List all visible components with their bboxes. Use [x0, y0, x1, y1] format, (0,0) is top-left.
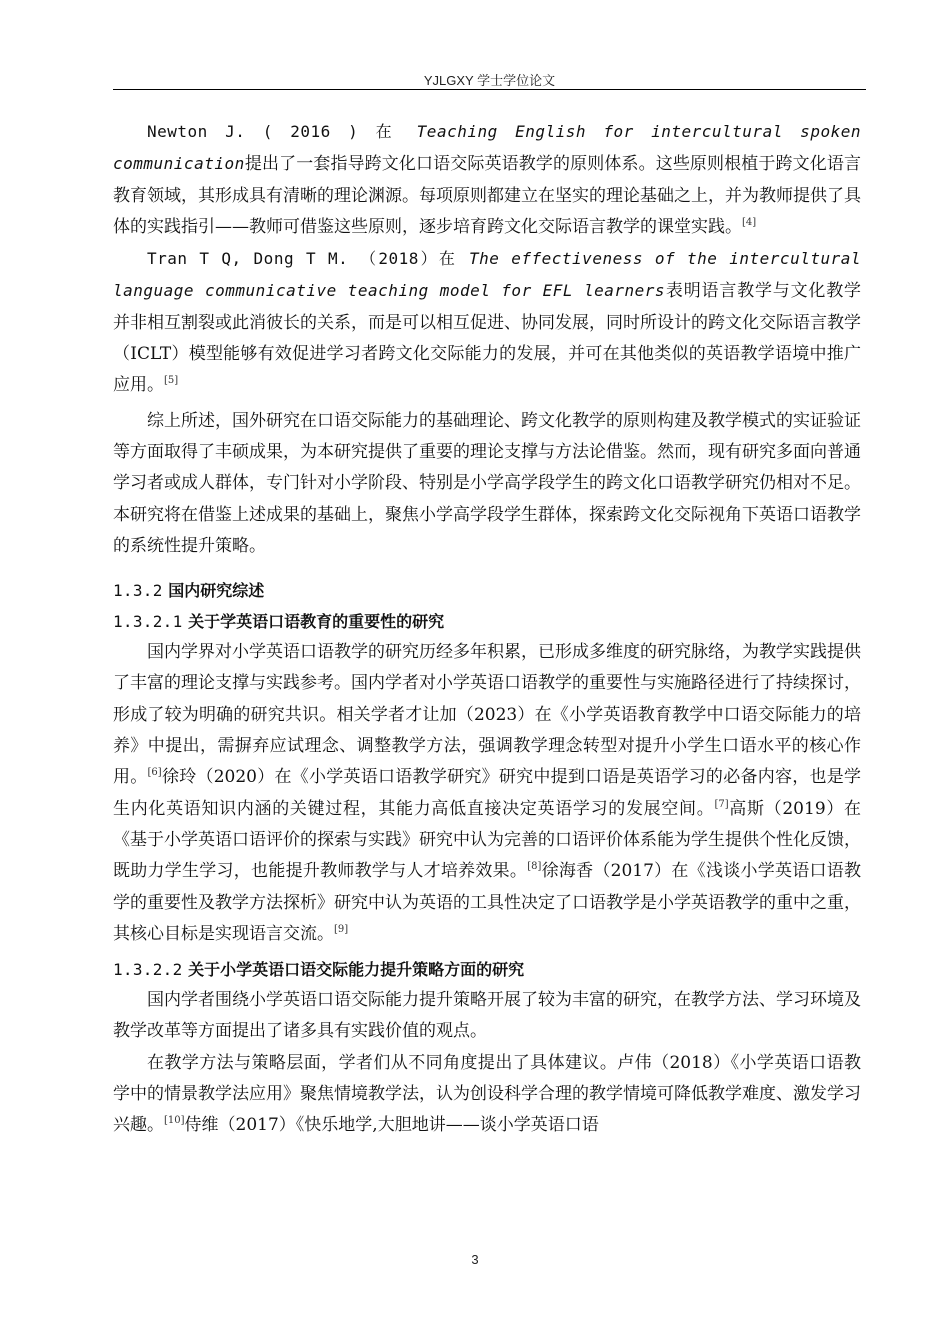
reference-marker: [5]	[164, 375, 179, 387]
paragraph-text: 高斯（2019）在《基于小学英语口语评价的探索与实践》研究中认为完善的口语评价体系能为学生提供个性化反馈，既助力学生学习，也能提升教师教学与人才培养效果。	[113, 798, 862, 882]
paragraph-text: 在教学方法与策略层面，学者们从不同角度提出了具体建议。卢伟（2018）《小学英语口语教学中的情景教学法应用》聚焦情境教学法，认为创设科学合理的教学情境可降低教学难度、激发学习兴趣。	[113, 1052, 861, 1136]
section-title: 关于学英语口语教育的重要性的研究	[188, 612, 445, 632]
cited-work-title: The effectiveness of the intercultural language communicative teaching model for EFL learners	[113, 249, 861, 301]
section-title: 关于小学英语口语交际能力提升策略方面的研究	[188, 960, 525, 980]
section-heading-1-3-2	[113, 575, 861, 606]
reference-marker: [9]	[334, 923, 349, 935]
section-number: 1.3.2	[113, 581, 163, 601]
paragraph-strategy-intro: 国内学者围绕小学英语口语交际能力提升策略开展了较为丰富的研究，在教学方法、学习环境及教学改革等方面提出了诸多具有实践价值的观点。	[113, 990, 861, 1042]
paragraph-text: 侍维（2017）《快乐地学,大胆地讲——谈小学英语口语	[184, 1115, 599, 1136]
paragraph-newton	[113, 116, 861, 243]
header-divider	[113, 89, 866, 90]
section-number: 1.3.2.2	[113, 960, 183, 980]
reference-marker: [6]	[147, 767, 162, 779]
reference-marker: [4]	[742, 216, 757, 228]
section-title: 国内研究综述	[168, 581, 265, 601]
citation-author: Tran T Q, Dong T M. （2018）在	[147, 249, 469, 269]
citation-author: Newton J. ( 2016 ) 在	[147, 122, 417, 141]
reference-marker: [7]	[714, 798, 729, 810]
paragraph-text: 提出了一套指导跨文化口语交际英语教学的原则体系。这些原则根植于跨文化语言教育领域，其形成具有清晰的理论渊源。每项原则都建立在坚实的理论基础之上，并为教师提供了具体的实践指引——教师可借鉴这些原则，逐步培育跨文化交际语言教学的课堂实践。	[113, 154, 861, 237]
reference-marker: [8]	[527, 861, 542, 873]
running-header: YJLGXY 学士学位论文	[423, 73, 556, 88]
paragraph-text: 表明语言教学与文化教学并非相互割裂或此消彼长的关系，而是可以相互促进、协同发展，同时所设计的跨文化交际语言教学（ICLT）模型能够有效促进学习者跨文化交际能力的发展，并可在其他类似的英语教学语境中推广应用。	[113, 281, 862, 396]
paragraph-domestic-importance	[113, 637, 861, 950]
reference-marker: [10]	[164, 1115, 185, 1127]
paragraph-text: 徐玲（2020）在《小学英语口语教学研究》研究中提到口语是英语学习的必备内容，也是学生内化英语知识内涵的关键过程，其能力高低直接决定英语学习的发展空间。	[113, 767, 861, 819]
paragraph-summary: 综上所述，国外研究在口语交际能力的基础理论、跨文化教学的原则构建及教学模式的实证验证等方面取得了丰硕成果，为本研究提供了重要的理论支撑与方法论借鉴。然而，现有研究多面向普通学习者或成人群体，专门针对小学阶段、特别是小学高学段学生的跨文化口语教学研究仍相对不足。本研究将在借鉴上述成果的基础上，聚焦小学高学段学生群体，探索跨文化交际视角下英语口语教学的系统性提升策略。	[113, 410, 861, 556]
paragraph-teaching-methods	[113, 1048, 861, 1142]
paragraph-text: 徐海香（2017）在《浅谈小学英语口语教学的重要性及教学方法探析》研究中认为英语的工具性决定了口语教学是小学英语教学的重中之重，其核心目标是实现语言交流。	[113, 861, 862, 944]
section-heading-1-3-2-1	[113, 606, 861, 637]
section-heading-1-3-2-2	[113, 954, 861, 985]
paragraph-text: 国内学界对小学英语口语教学的研究历经多年积累，已形成多维度的研究脉络，为教学实践提供了丰富的理论支撑与实践参考。国内学者对小学英语口语教学的重要性与实施路径进行了持续探讨，形成了较为明确的研究共识。相关学者才让加（2023）在《小学英语教育教学中口语交际能力的培养》中提出，需摒弃应试理念、调整教学方法，强调教学理念转型对提升小学生口语水平的核心作用。	[113, 642, 861, 788]
document-body	[113, 116, 861, 1142]
paragraph-tran-dong	[113, 243, 861, 401]
section-number: 1.3.2.1	[113, 612, 183, 632]
cited-work-title: Teaching English for intercultural spoken communication	[113, 122, 861, 174]
page-number: 3	[471, 1252, 479, 1267]
